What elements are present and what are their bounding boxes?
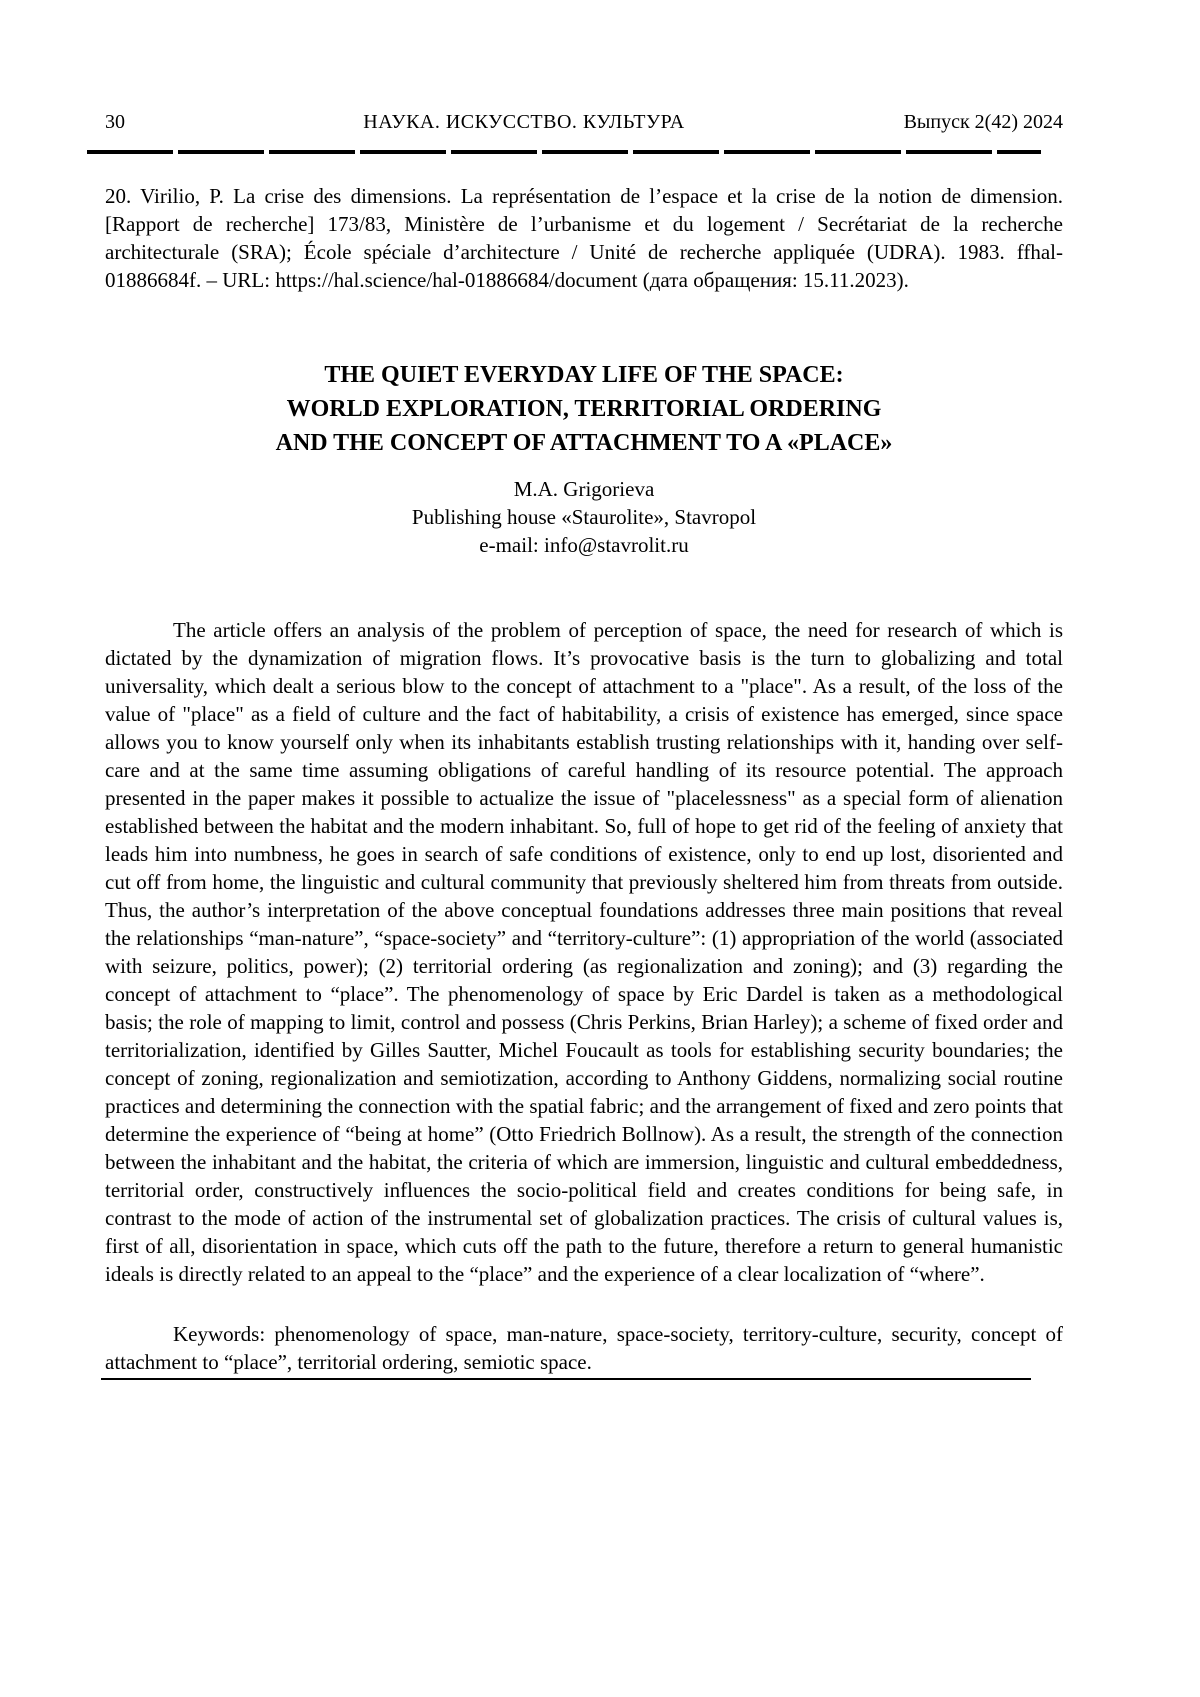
issue-label: Выпуск 2(42) 2024: [903, 111, 1063, 133]
running-head: [105, 109, 1063, 135]
keywords-paragraph: Keywords: phenomenology of space, man-nature, space-society, territory-culture, security, concept of attachment to “place”, territorial ordering, semiotic space.: [105, 1322, 1063, 1374]
footer-rule: [101, 1378, 1031, 1380]
article-title-line-1: THE QUIET EVERYDAY LIFE OF THE SPACE:: [324, 362, 844, 388]
abstract-paragraph: The article offers an analysis of the problem of perception of space, the need for research of which is dictated by the dynamization of migration flows. It’s provocative basis is the turn to globalizing and total universality, which dealt a serious blow to the concept of attachment to a "place". As a result, of the loss of the value of "place" as a field of culture and the fact of habitability, a crisis of existence has emerged, since space allows you to know yourself only when its inhabitants establish trusting relationships with it, handing over self-care and at the same time assuming obligations of careful handling of its resource potential. The approach presented in the paper makes it possible to actualize the issue of "placelessness" as a special form of alienation established between the habitat and the modern inhabitant. So, full of hope to get rid of the feeling of anxiety that leads him into numbness, he goes in search of safe conditions of existence, only to end up lost, disoriented and cut off from home, the linguistic and cultural community that previously sheltered him from threats from outside. Thus, the author’s interpretation of the above conceptual foundations addresses three main positions that reveal the relationships “man-nature”, “space-society” and “territory-culture”: (1) appropriation of the world (associated with seizure, politics, power); (2) territorial ordering (as regionalization and zoning); and (3) regarding the concept of attachment to “place”. The phenomenology of space by Eric Dardel is taken as a methodological basis; the role of mapping to limit, control and possess (Chris Perkins, Brian Harley); a scheme of fixed order and territorialization, identified by Gilles Sautter, Michel Foucault as tools for establishing security boundaries; the concept of zoning, regionalization and semiotization, according to Anthony Giddens, normalizing social routine practices and determining the connection with the spatial fabric; and the arrangement of fixed and zero points that determine the experience of “being at home” (Otto Friedrich Bollnow). As a result, the strength of the connection between the inhabitant and the habitat, the criteria of which are immersion, linguistic and cultural embeddedness, territorial order, constructively influences the socio-political field and creates conditions for being safe, in contrast to the mode of action of the instrumental set of globalization practices. The crisis of cultural values is, first of all, disorientation in space, which cuts off the path to the future, therefore a return to general humanistic ideals is directly related to an appeal to the “place” and the experience of a clear localization of “where”.: [105, 618, 1063, 1286]
author-block: [105, 475, 1063, 559]
article-title-line-3: AND THE CONCEPT OF ATTACHMENT TO A «PLACE»: [275, 430, 893, 456]
author-email: e-mail: info@stavrolit.ru: [479, 533, 689, 557]
author-name: M.A. Grigorieva: [513, 477, 655, 501]
page-number: 30: [105, 111, 125, 133]
header-rule: [87, 150, 1041, 154]
author-affiliation: Publishing house «Staurolite», Stavropol: [411, 505, 757, 529]
article-title-line-2: WORLD EXPLORATION, TERRITORIAL ORDERING: [286, 396, 882, 422]
journal-title: НАУКА. ИСКУССТВО. КУЛЬТУРА: [363, 111, 685, 133]
article-title: [105, 358, 1063, 460]
reference-entry: 20. Virilio, P. La crise des dimensions. La représentation de l’espace et la crise de la notion de dimension. [Rapport de recherche] 173/83, Ministère de l’urbanisme et du logement / Secrétariat de la recherche architecturale (SRA); École spéciale d’architecture / Unité de recherche appliquée (UDRA). 1983. ffhal-01886684f. – URL: https://hal.science/hal-01886684/document (дата обращения: 15.11.2023).: [105, 184, 1063, 292]
